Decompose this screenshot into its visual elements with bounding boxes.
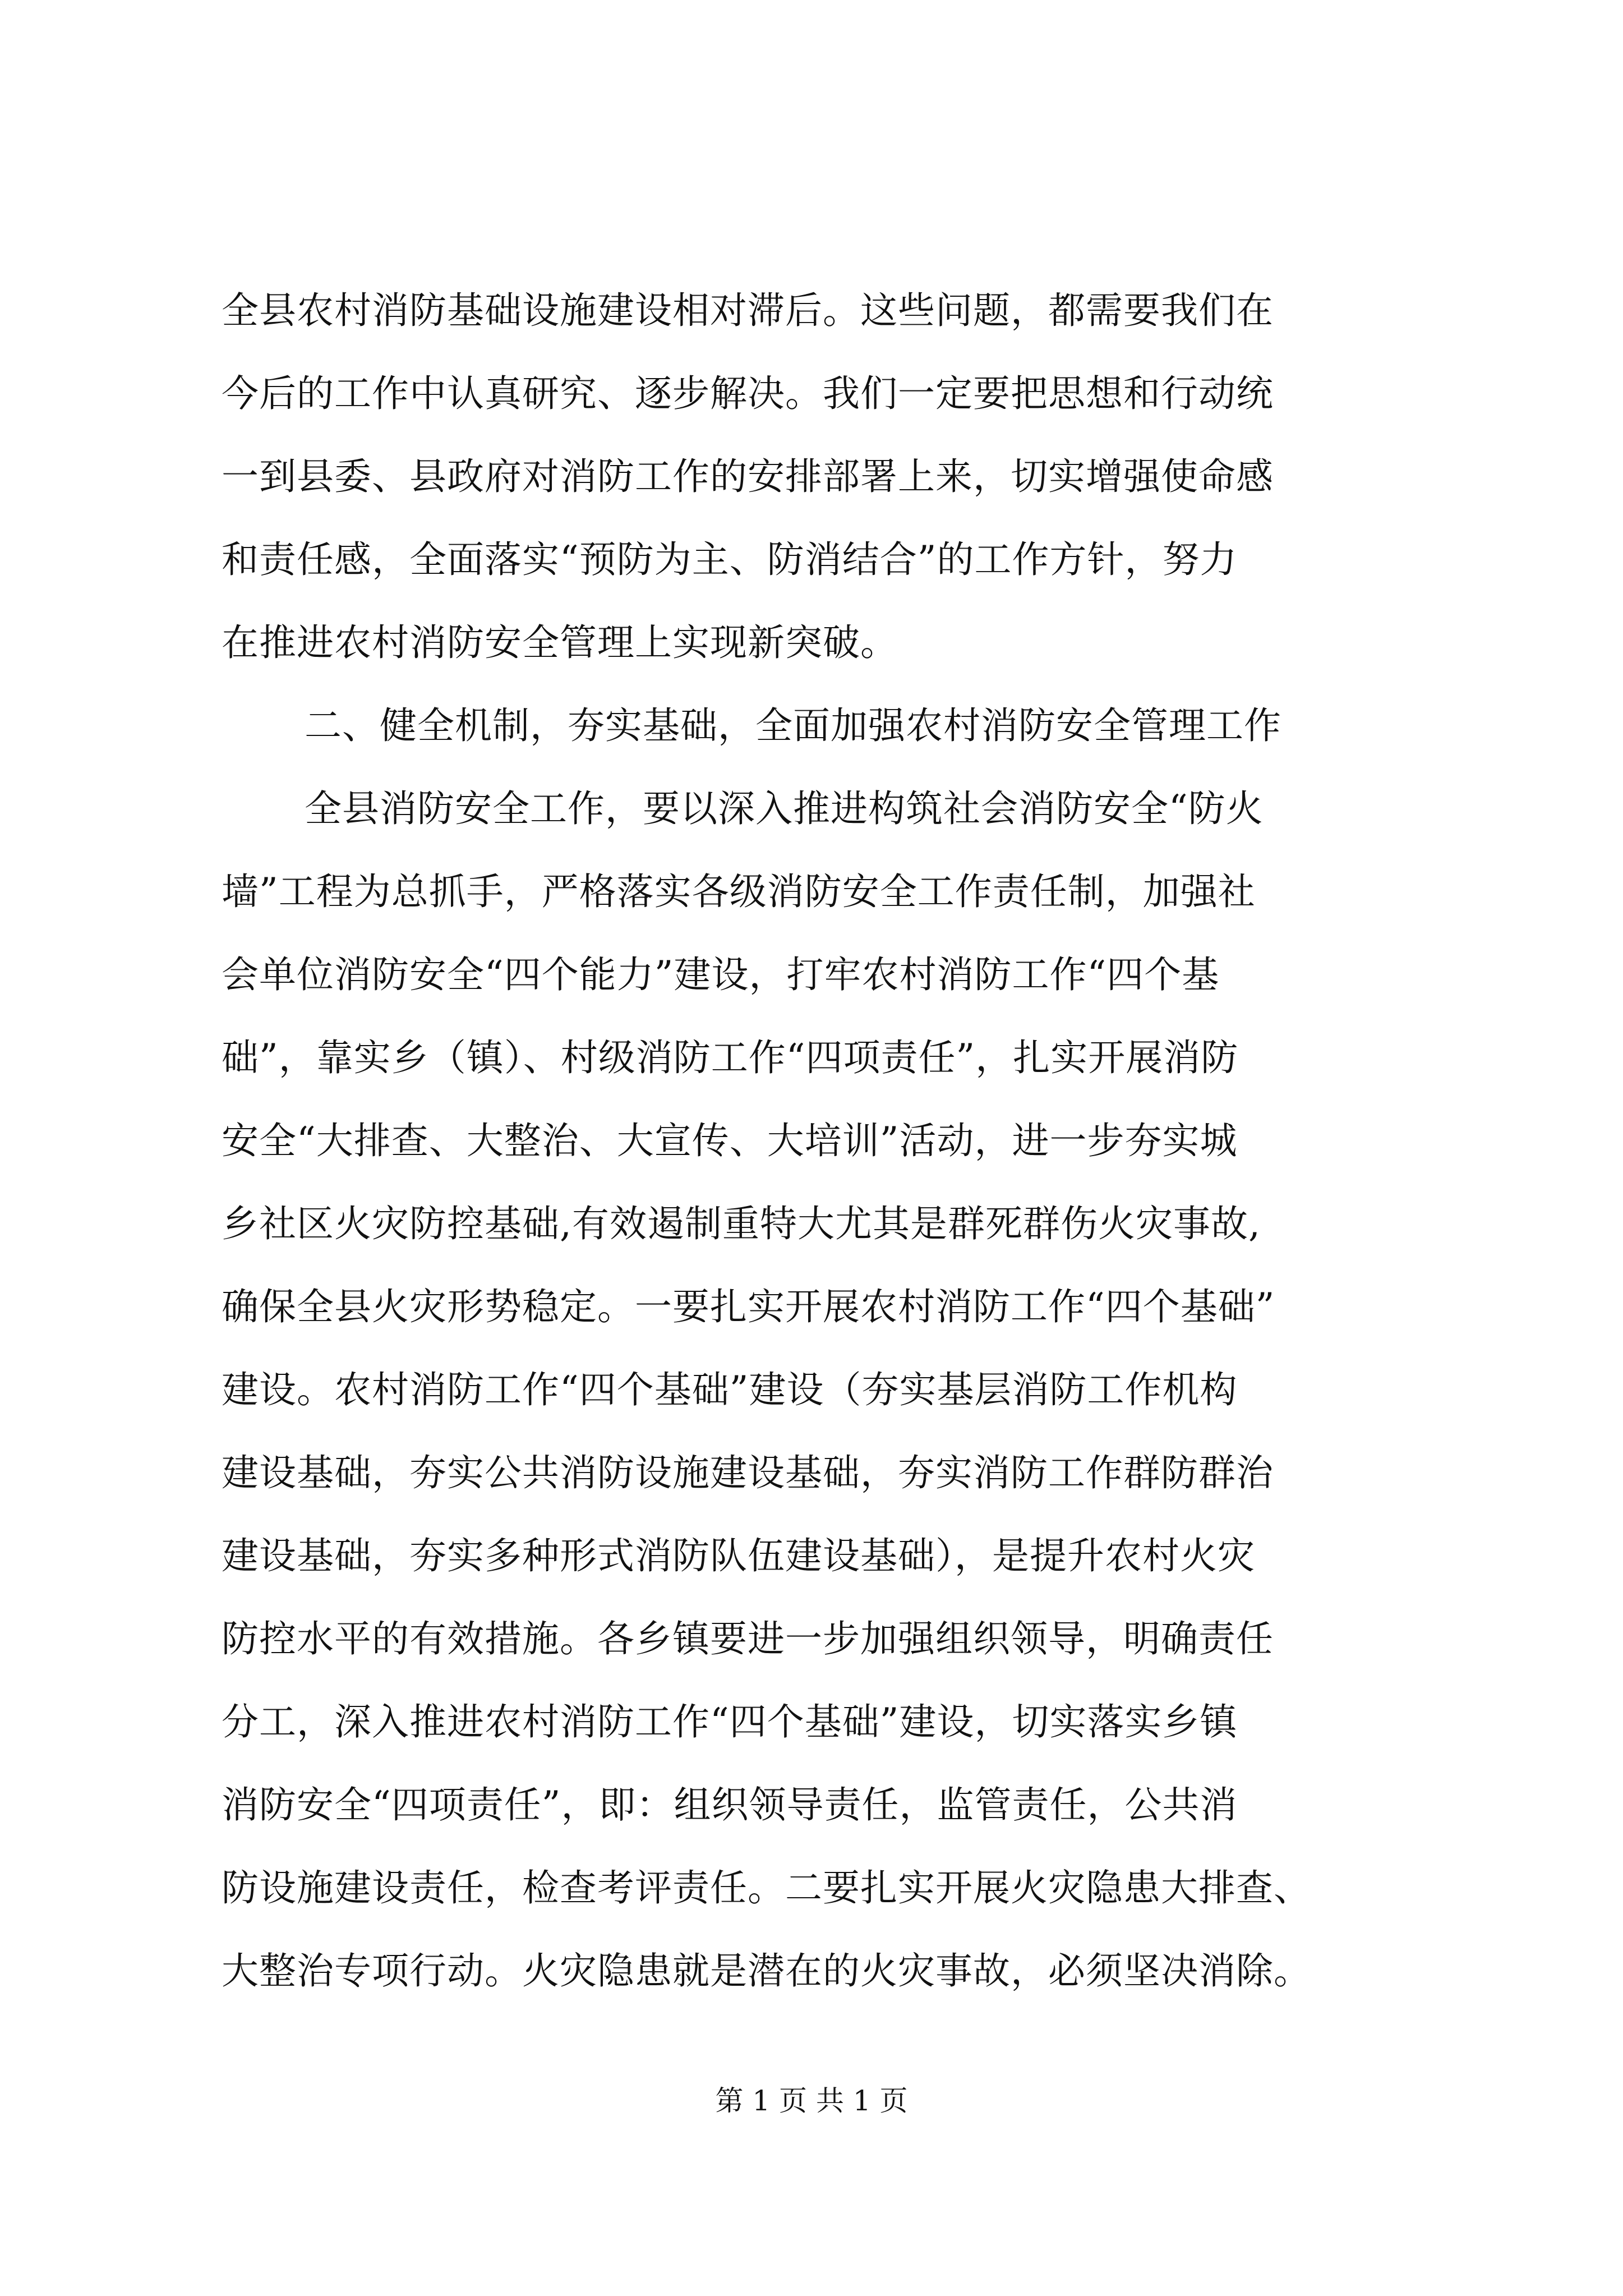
text-line: 全县消防安全工作，要以深入推进构筑社会消防安全“防火: [305, 787, 1264, 830]
text-line: 建设基础，夯实公共消防设施建设基础，夯实消防工作群防群治: [222, 1451, 1274, 1494]
text-line: 防设施建设责任，检查考评责任。二要扎实开展火灾隐患大排查、: [222, 1866, 1311, 1910]
text-line: 全县农村消防基础设施建设相对滞后。这些问题，都需要我们在: [222, 289, 1274, 332]
text-line: 今后的工作中认真研究、逐步解决。我们一定要把思想和行动统: [222, 372, 1274, 415]
text-line: 消防安全“四项责任”，即：组织领导责任，监管责任，公共消: [222, 1783, 1238, 1826]
text-line: 在推进农村消防安全管理上实现新突破。: [222, 621, 898, 664]
text-line: 墙”工程为总抓手，严格落实各级消防安全工作责任制，加强社: [222, 870, 1256, 913]
document-body: [222, 269, 1427, 2013]
text-line: 大整治专项行动。火灾隐患就是潜在的火灾事故，必须坚决消除。: [222, 1949, 1311, 1993]
text-line: 乡社区火灾防控基础,有效遏制重特大尤其是群死群伤火灾事故,: [222, 1202, 1261, 1245]
page-number-footer: 第 1 页 共 1 页: [715, 2085, 908, 2117]
text-line: 建设基础，夯实多种形式消防队伍建设基础），是提升农村火灾: [222, 1534, 1255, 1577]
text-line: 确保全县火灾形势稳定。一要扎实开展农村消防工作“四个基础”: [222, 1285, 1275, 1328]
text-line: 建设。农村消防工作“四个基础”建设（夯实基层消防工作机构: [222, 1368, 1238, 1411]
section-heading: 二、健全机制，夯实基础，全面加强农村消防安全管理工作: [305, 704, 1281, 747]
text-line: 防控水平的有效措施。各乡镇要进一步加强组织领导，明确责任: [222, 1617, 1274, 1660]
text-line: 一到县委、县政府对消防工作的安排部署上来，切实增强使命感: [222, 455, 1274, 498]
text-line: 础”，靠实乡（镇）、村级消防工作“四项责任”，扎实开展消防: [222, 1036, 1239, 1079]
text-line: 分工，深入推进农村消防工作“四个基础”建设，切实落实乡镇: [222, 1700, 1238, 1743]
text-line: 安全“大排查、大整治、大宣传、大培训”活动，进一步夯实城: [222, 1119, 1238, 1162]
text-line: 会单位消防安全“四个能力”建设，打牢农村消防工作“四个基: [222, 953, 1220, 996]
text-line: 和责任感，全面落实“预防为主、防消结合”的工作方针，努力: [222, 538, 1238, 581]
